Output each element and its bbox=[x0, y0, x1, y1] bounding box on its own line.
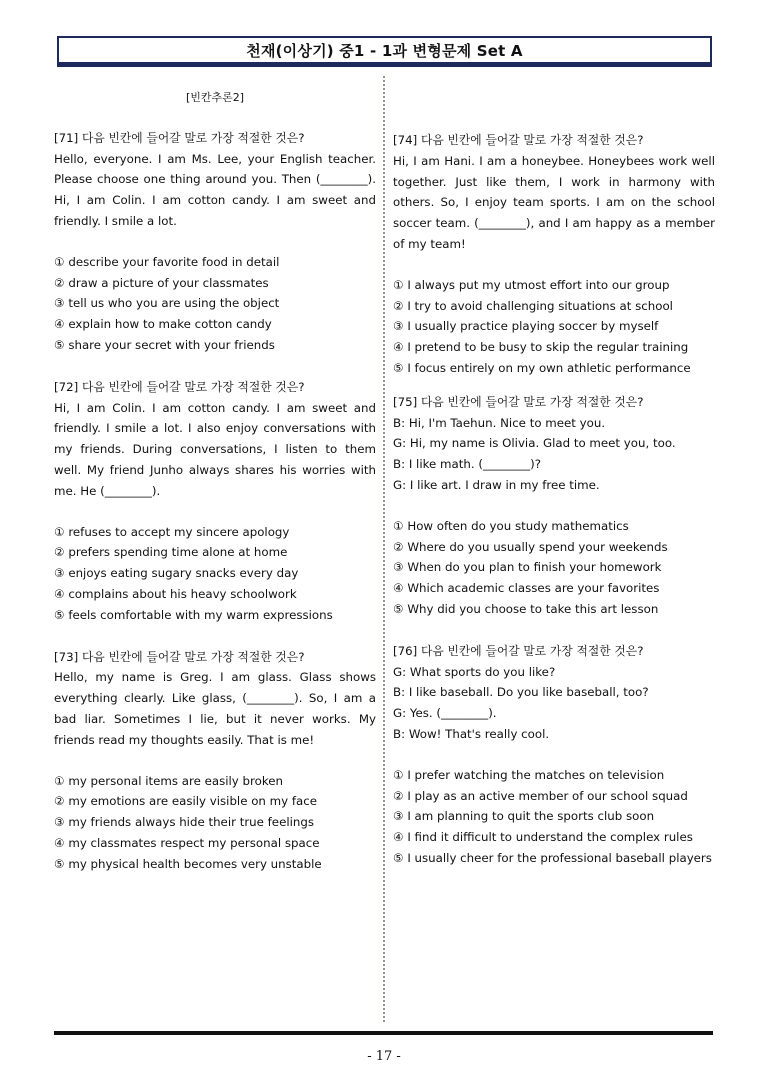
option-2: ② my emotions are easily visible on my face bbox=[54, 794, 318, 809]
option-list bbox=[54, 522, 376, 626]
question-72 bbox=[54, 377, 376, 626]
dialogue-line: G: Hi, my name is Olivia. Glad to meet you, too. bbox=[393, 436, 676, 451]
option-1: ① I prefer watching the matches on television bbox=[393, 767, 665, 782]
option-5: ⑤ Why did you choose to take this art lesson bbox=[393, 601, 659, 616]
right-column bbox=[393, 130, 715, 869]
question-76 bbox=[393, 641, 715, 869]
option-3: ③ enjoys eating sugary snacks every day bbox=[54, 566, 299, 581]
question-heading: [75] 다음 빈칸에 들어갈 말로 가장 적절한 것은? bbox=[393, 394, 644, 409]
option-4: ④ explain how to make cotton candy bbox=[54, 317, 272, 332]
option-5: ⑤ feels comfortable with my warm expressions bbox=[54, 607, 333, 622]
option-1: ① I always put my utmost effort into our group bbox=[393, 277, 670, 292]
option-5: ⑤ I focus entirely on my own athletic performance bbox=[393, 360, 691, 375]
question-passage: Hello, my name is Greg. I am glass. Glass shows everything clearly. Like glass, (________). So, I am a bad liar. Sometimes I lie, but it never works. My friends read my thoughts easily. That is me! bbox=[54, 670, 376, 747]
option-1: ① my personal items are easily broken bbox=[54, 773, 283, 788]
dialogue-line: G: Yes. (________). bbox=[393, 706, 497, 721]
option-list bbox=[393, 275, 715, 379]
question-passage: Hi, I am Colin. I am cotton candy. I am sweet and friendly. I smile a lot. I also enjoy conversations with my friends. During conversations, I listen to them well. My friend Junho always shares his worries with me. He (________). bbox=[54, 400, 376, 498]
question-75 bbox=[393, 392, 715, 620]
footer-rule bbox=[54, 1031, 713, 1035]
dialogue-line: B: I like baseball. Do you like baseball, too? bbox=[393, 685, 649, 700]
question-passage: Hello, everyone. I am Ms. Lee, your English teacher. Please choose one thing around you. Then (________). Hi, I am Colin. I am cotton candy. I am sweet and friendly. I smile a lot. bbox=[54, 151, 376, 228]
dialogue-line: G: I like art. I draw in my free time. bbox=[393, 477, 600, 492]
option-1: ① refuses to accept my sincere apology bbox=[54, 524, 290, 539]
option-4: ④ Which academic classes are your favorites bbox=[393, 581, 660, 596]
option-3: ③ I usually practice playing soccer by myself bbox=[393, 319, 659, 334]
option-4: ④ complains about his heavy schoolwork bbox=[54, 586, 297, 601]
option-list bbox=[393, 765, 715, 869]
option-2: ② prefers spending time alone at home bbox=[54, 545, 288, 560]
question-heading: [76] 다음 빈칸에 들어갈 말로 가장 적절한 것은? bbox=[393, 643, 644, 658]
page-title: 천재(이상기) 중1 - 1과 변형문제 Set A bbox=[246, 41, 523, 60]
page-number: - 17 - bbox=[367, 1049, 401, 1064]
option-list bbox=[54, 771, 376, 875]
option-3: ③ tell us who you are using the object bbox=[54, 296, 280, 311]
question-heading: [72] 다음 빈칸에 들어갈 말로 가장 적절한 것은? bbox=[54, 379, 305, 394]
option-1: ① describe your favorite food in detail bbox=[54, 254, 280, 269]
option-4: ④ I pretend to be busy to skip the regular training bbox=[393, 340, 689, 355]
option-2: ② I play as an active member of our school squad bbox=[393, 788, 688, 803]
question-71 bbox=[54, 128, 376, 356]
option-3: ③ When do you plan to finish your homework bbox=[393, 560, 662, 575]
dialogue-line: B: Wow! That's really cool. bbox=[393, 726, 550, 741]
option-3: ③ my friends always hide their true feelings bbox=[54, 815, 314, 830]
dialogue-line: G: What sports do you like? bbox=[393, 664, 556, 679]
option-1: ① How often do you study mathematics bbox=[393, 518, 629, 533]
question-heading: [73] 다음 빈칸에 들어갈 말로 가장 적절한 것은? bbox=[54, 649, 305, 664]
option-2: ② Where do you usually spend your weekends bbox=[393, 539, 668, 554]
page-header bbox=[57, 36, 712, 64]
dialogue-line: B: I like math. (________)? bbox=[393, 457, 541, 472]
option-4: ④ my classmates respect my personal space bbox=[54, 835, 320, 850]
option-2: ② I try to avoid challenging situations at school bbox=[393, 298, 673, 313]
option-5: ⑤ share your secret with your friends bbox=[54, 337, 275, 352]
option-list bbox=[393, 516, 715, 620]
option-2: ② draw a picture of your classmates bbox=[54, 275, 269, 290]
left-column bbox=[54, 88, 376, 875]
option-5: ⑤ I usually cheer for the professional baseball players bbox=[393, 850, 712, 865]
question-74 bbox=[393, 130, 715, 379]
section-label: [빈칸추론2] bbox=[185, 91, 245, 104]
option-5: ⑤ my physical health becomes very unstable bbox=[54, 856, 322, 871]
question-passage: Hi, I am Hani. I am a honeybee. Honeybees work well together. Just like them, I work in harmony with others. So, I enjoy team sports. I am on the school soccer team. (________), and I am happy as a member of my team! bbox=[393, 153, 715, 251]
question-73 bbox=[54, 647, 376, 875]
option-3: ③ I am planning to quit the sports club soon bbox=[393, 809, 655, 824]
option-list bbox=[54, 252, 376, 356]
dialogue-line: B: Hi, I'm Taehun. Nice to meet you. bbox=[393, 415, 606, 430]
option-4: ④ I find it difficult to understand the complex rules bbox=[393, 830, 693, 845]
question-heading: [74] 다음 빈칸에 들어갈 말로 가장 적절한 것은? bbox=[393, 133, 644, 147]
column-divider bbox=[383, 76, 385, 1022]
question-heading: [71] 다음 빈칸에 들어갈 말로 가장 적절한 것은? bbox=[54, 130, 305, 145]
